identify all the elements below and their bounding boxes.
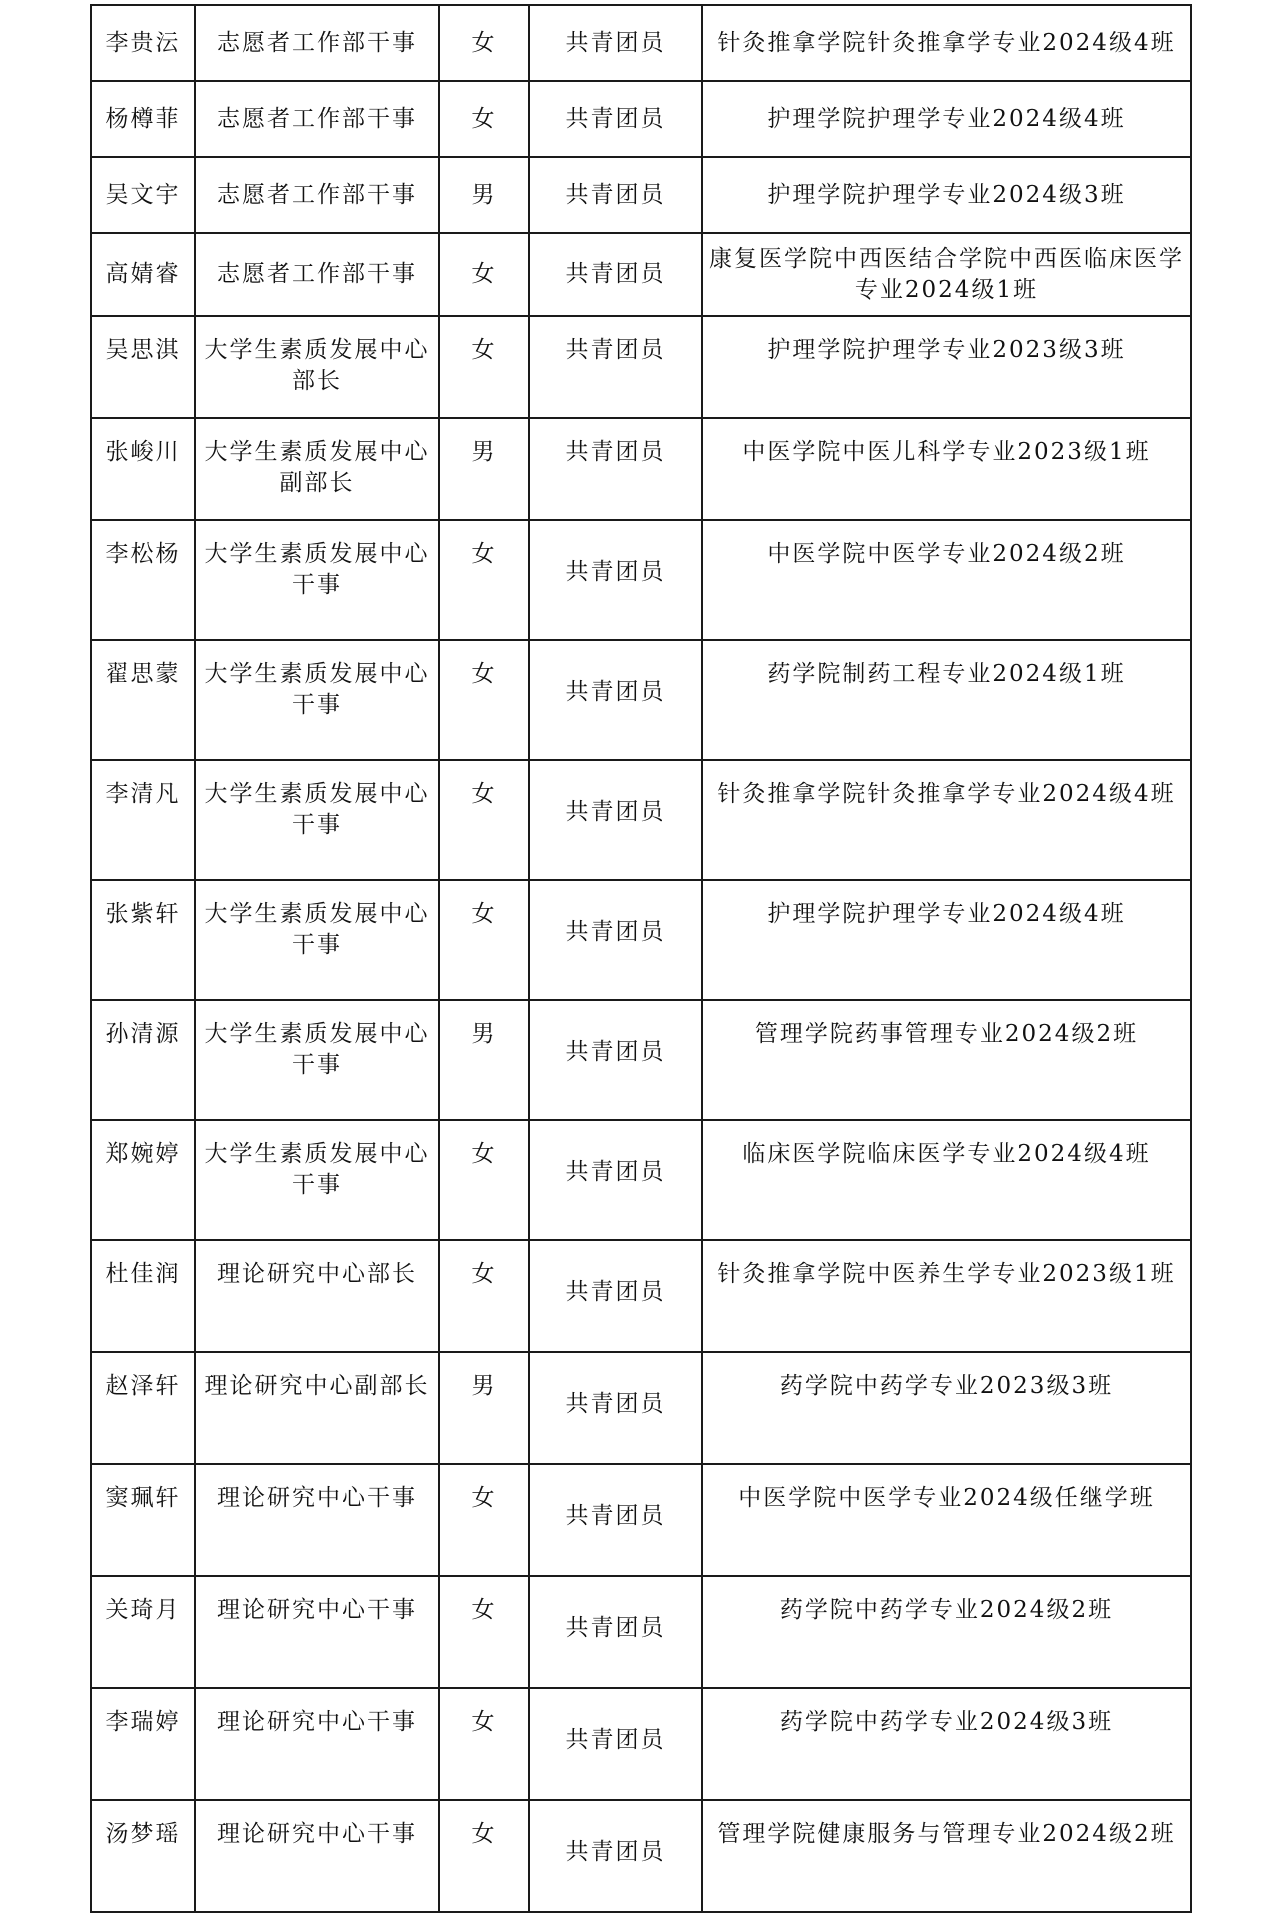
gender-cell: 男 <box>439 1352 529 1464</box>
name-cell: 吴文宇 <box>91 157 195 233</box>
gender-cell: 女 <box>439 233 529 316</box>
position-cell: 大学生素质发展中心干事 <box>195 1000 439 1120</box>
class-cell: 药学院制药工程专业2024级1班 <box>702 640 1191 760</box>
class-cell: 药学院中药学专业2023级3班 <box>702 1352 1191 1464</box>
class-cell: 针灸推拿学院针灸推拿学专业2024级4班 <box>702 760 1191 880</box>
political-status-cell: 共青团员 <box>529 418 702 520</box>
class-cell: 针灸推拿学院针灸推拿学专业2024级4班 <box>702 5 1191 81</box>
political-status-cell: 共青团员 <box>529 1576 702 1688</box>
gender-cell: 女 <box>439 1576 529 1688</box>
position-cell: 理论研究中心部长 <box>195 1240 439 1352</box>
name-cell: 张紫轩 <box>91 880 195 1000</box>
class-cell: 护理学院护理学专业2024级3班 <box>702 157 1191 233</box>
class-cell: 药学院中药学专业2024级2班 <box>702 1576 1191 1688</box>
political-status-cell: 共青团员 <box>529 157 702 233</box>
gender-cell: 女 <box>439 1688 529 1800</box>
name-cell: 杜佳润 <box>91 1240 195 1352</box>
gender-cell: 男 <box>439 418 529 520</box>
position-cell: 志愿者工作部干事 <box>195 157 439 233</box>
table-row <box>91 880 1191 1000</box>
position-cell: 大学生素质发展中心干事 <box>195 880 439 1000</box>
position-cell: 大学生素质发展中心干事 <box>195 640 439 760</box>
political-status-cell: 共青团员 <box>529 5 702 81</box>
table-row <box>91 81 1191 157</box>
gender-cell: 女 <box>439 760 529 880</box>
political-status-cell: 共青团员 <box>529 1000 702 1120</box>
table-row <box>91 1576 1191 1688</box>
political-status-cell: 共青团员 <box>529 640 702 760</box>
name-cell: 郑婉婷 <box>91 1120 195 1240</box>
gender-cell: 女 <box>439 1120 529 1240</box>
table-row <box>91 1800 1191 1912</box>
class-cell: 管理学院药事管理专业2024级2班 <box>702 1000 1191 1120</box>
position-cell: 大学生素质发展中心干事 <box>195 1120 439 1240</box>
table-row <box>91 520 1191 640</box>
name-cell: 李松杨 <box>91 520 195 640</box>
table-row <box>91 157 1191 233</box>
political-status-cell: 共青团员 <box>529 1688 702 1800</box>
class-cell: 护理学院护理学专业2024级4班 <box>702 880 1191 1000</box>
name-cell: 张峻川 <box>91 418 195 520</box>
class-cell: 管理学院健康服务与管理专业2024级2班 <box>702 1800 1191 1912</box>
class-cell: 药学院中药学专业2024级3班 <box>702 1688 1191 1800</box>
position-cell: 志愿者工作部干事 <box>195 5 439 81</box>
political-status-cell: 共青团员 <box>529 1800 702 1912</box>
table-row <box>91 1120 1191 1240</box>
gender-cell: 女 <box>439 5 529 81</box>
gender-cell: 女 <box>439 520 529 640</box>
table-row <box>91 1688 1191 1800</box>
class-cell: 护理学院护理学专业2024级4班 <box>702 81 1191 157</box>
member-table <box>90 4 1192 1913</box>
gender-cell: 女 <box>439 81 529 157</box>
table-row <box>91 1464 1191 1576</box>
political-status-cell: 共青团员 <box>529 316 702 418</box>
class-cell: 临床医学院临床医学专业2024级4班 <box>702 1120 1191 1240</box>
name-cell: 孙清源 <box>91 1000 195 1120</box>
position-cell: 大学生素质发展中心副部长 <box>195 418 439 520</box>
table-row <box>91 640 1191 760</box>
name-cell: 翟思蒙 <box>91 640 195 760</box>
gender-cell: 女 <box>439 640 529 760</box>
name-cell: 李贵沄 <box>91 5 195 81</box>
table-row <box>91 760 1191 880</box>
class-cell: 护理学院护理学专业2023级3班 <box>702 316 1191 418</box>
position-cell: 理论研究中心副部长 <box>195 1352 439 1464</box>
gender-cell: 男 <box>439 1000 529 1120</box>
political-status-cell: 共青团员 <box>529 1464 702 1576</box>
name-cell: 李瑞婷 <box>91 1688 195 1800</box>
political-status-cell: 共青团员 <box>529 233 702 316</box>
name-cell: 关琦月 <box>91 1576 195 1688</box>
gender-cell: 男 <box>439 157 529 233</box>
position-cell: 志愿者工作部干事 <box>195 233 439 316</box>
political-status-cell: 共青团员 <box>529 1352 702 1464</box>
table-row <box>91 1240 1191 1352</box>
position-cell: 理论研究中心干事 <box>195 1576 439 1688</box>
name-cell: 杨樽菲 <box>91 81 195 157</box>
member-table-page <box>90 4 1190 1913</box>
class-cell: 中医学院中医学专业2024级2班 <box>702 520 1191 640</box>
name-cell: 窦珮轩 <box>91 1464 195 1576</box>
political-status-cell: 共青团员 <box>529 1120 702 1240</box>
name-cell: 汤梦瑶 <box>91 1800 195 1912</box>
political-status-cell: 共青团员 <box>529 81 702 157</box>
table-row <box>91 233 1191 316</box>
position-cell: 志愿者工作部干事 <box>195 81 439 157</box>
political-status-cell: 共青团员 <box>529 520 702 640</box>
position-cell: 大学生素质发展中心干事 <box>195 520 439 640</box>
gender-cell: 女 <box>439 1800 529 1912</box>
name-cell: 吴思淇 <box>91 316 195 418</box>
class-cell: 针灸推拿学院中医养生学专业2023级1班 <box>702 1240 1191 1352</box>
table-row <box>91 1352 1191 1464</box>
gender-cell: 女 <box>439 1240 529 1352</box>
gender-cell: 女 <box>439 880 529 1000</box>
position-cell: 大学生素质发展中心部长 <box>195 316 439 418</box>
gender-cell: 女 <box>439 316 529 418</box>
name-cell: 高婧睿 <box>91 233 195 316</box>
political-status-cell: 共青团员 <box>529 760 702 880</box>
name-cell: 李清凡 <box>91 760 195 880</box>
position-cell: 大学生素质发展中心干事 <box>195 760 439 880</box>
class-cell: 康复医学院中西医结合学院中西医临床医学专业2024级1班 <box>702 233 1191 316</box>
table-row <box>91 1000 1191 1120</box>
position-cell: 理论研究中心干事 <box>195 1800 439 1912</box>
table-row <box>91 418 1191 520</box>
position-cell: 理论研究中心干事 <box>195 1464 439 1576</box>
class-cell: 中医学院中医儿科学专业2023级1班 <box>702 418 1191 520</box>
position-cell: 理论研究中心干事 <box>195 1688 439 1800</box>
table-row <box>91 5 1191 81</box>
table-row <box>91 316 1191 418</box>
political-status-cell: 共青团员 <box>529 1240 702 1352</box>
class-cell: 中医学院中医学专业2024级任继学班 <box>702 1464 1191 1576</box>
gender-cell: 女 <box>439 1464 529 1576</box>
name-cell: 赵泽轩 <box>91 1352 195 1464</box>
political-status-cell: 共青团员 <box>529 880 702 1000</box>
